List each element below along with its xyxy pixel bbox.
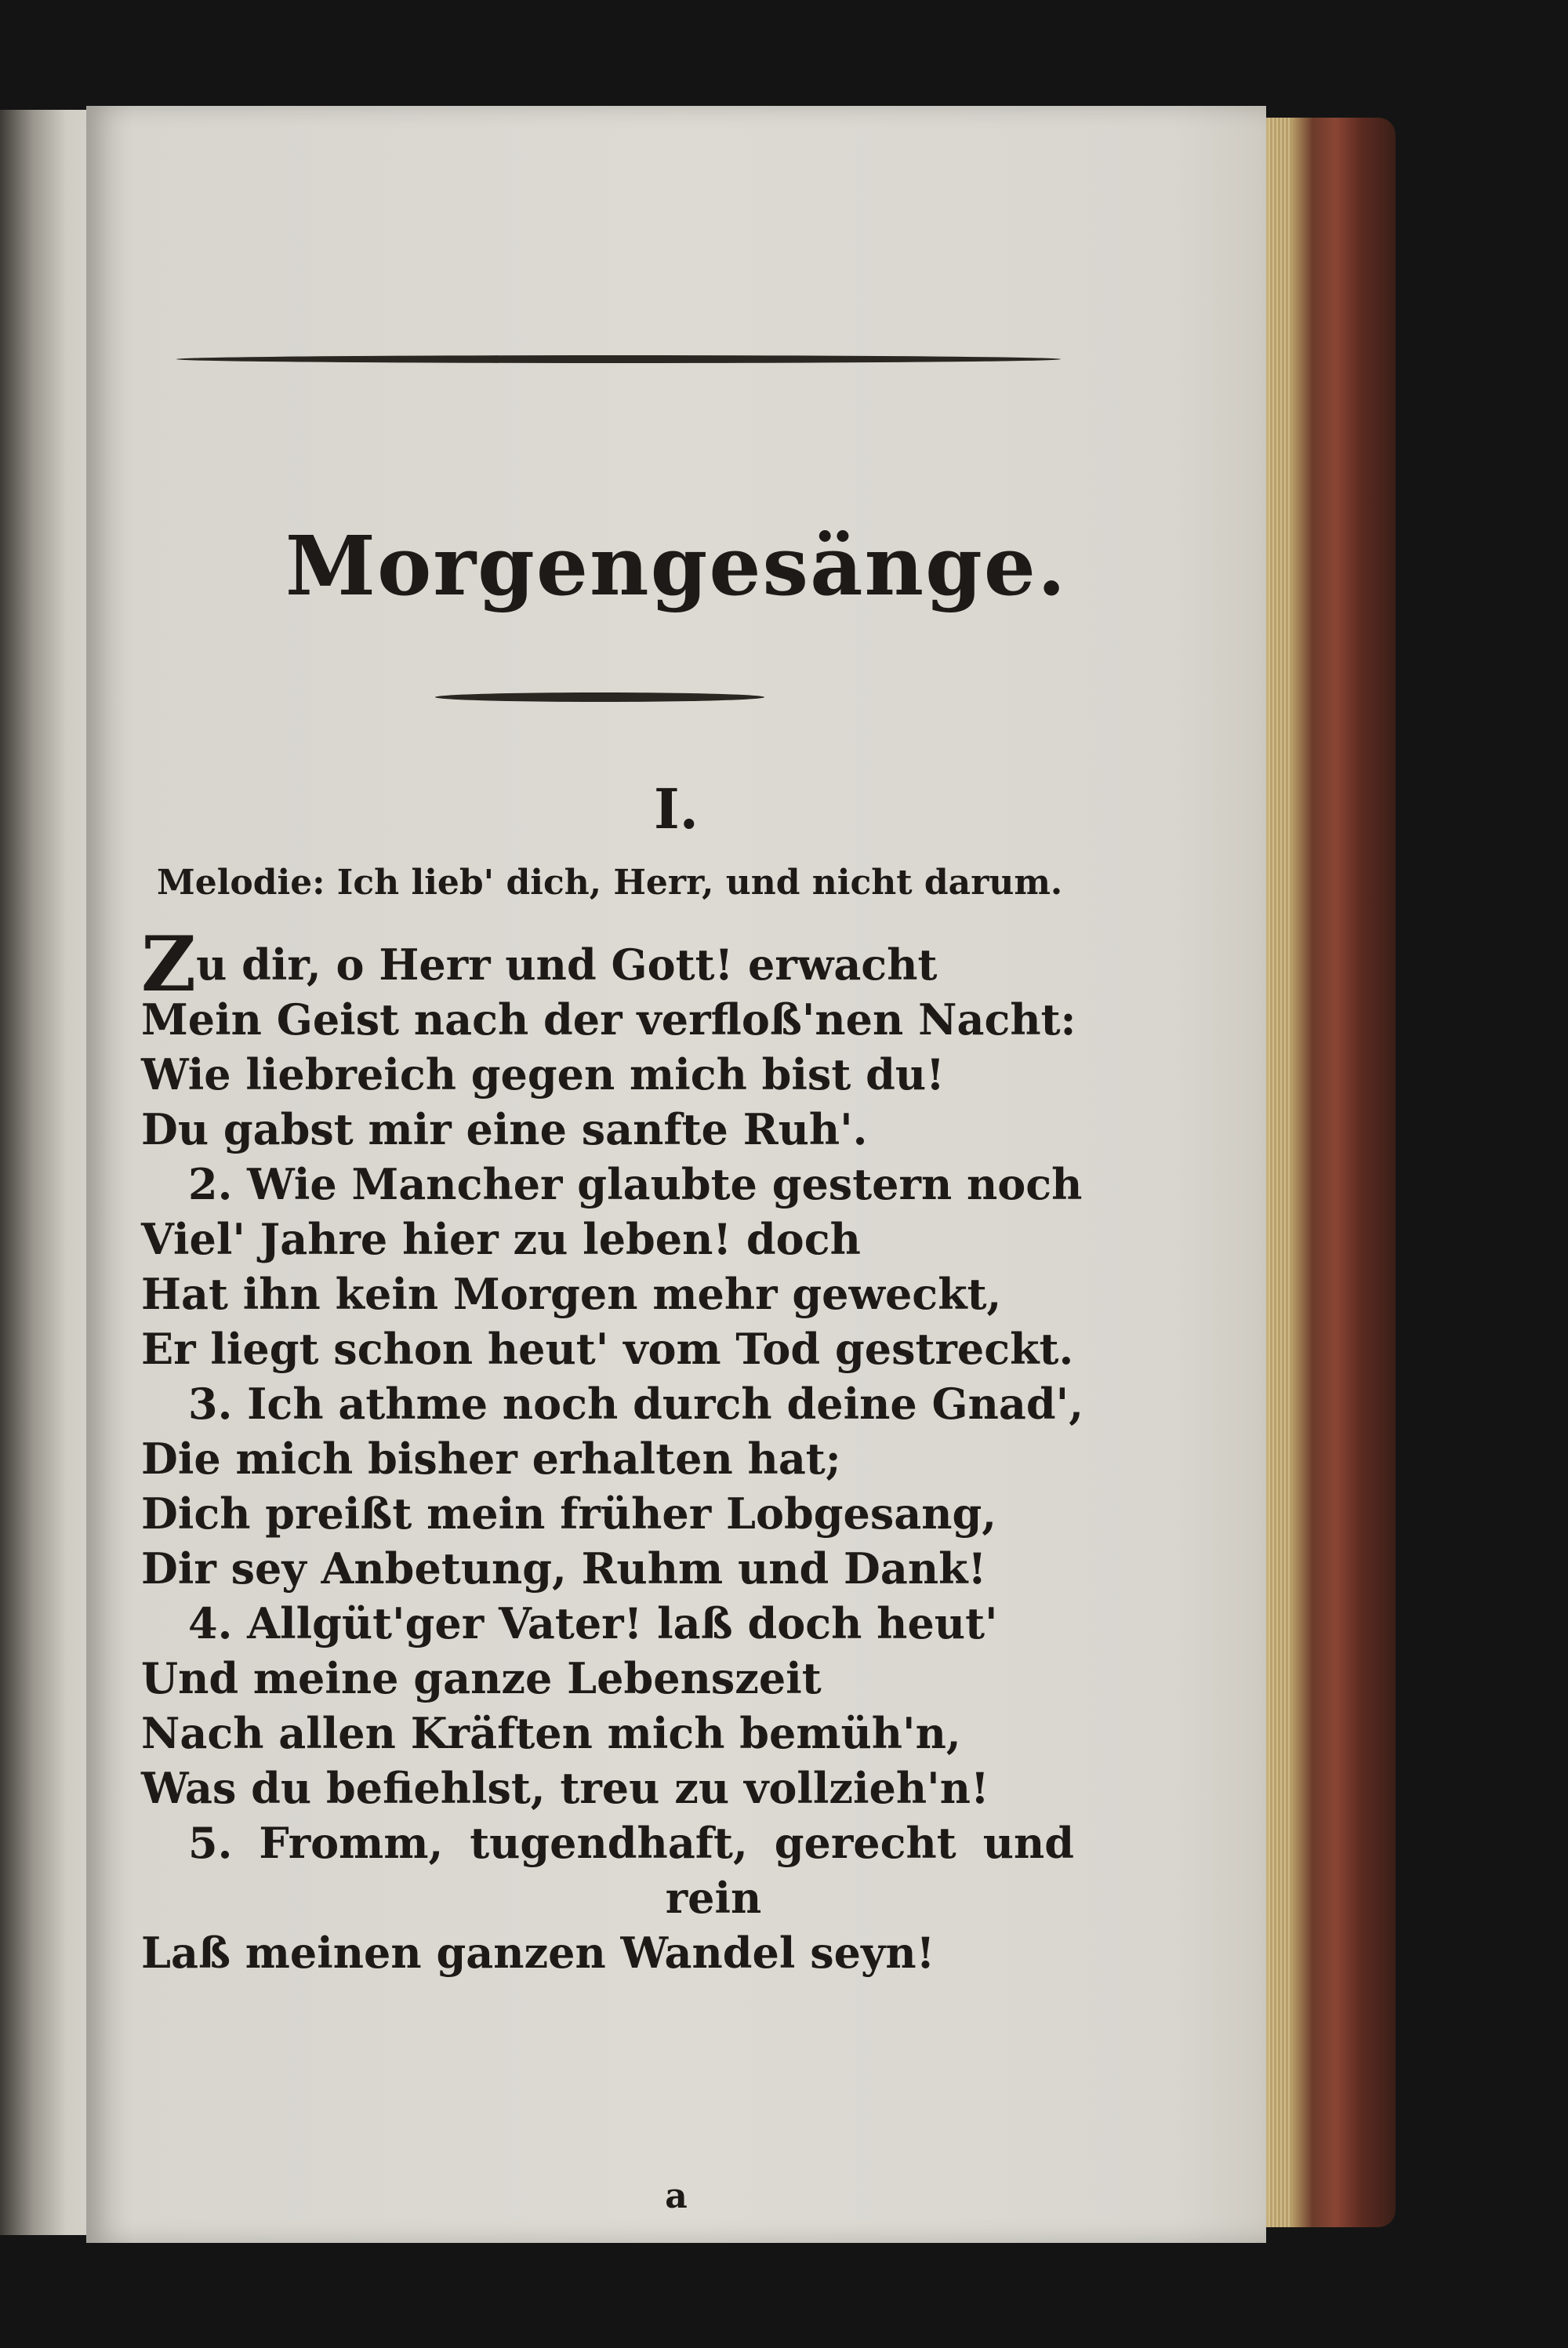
verse-line: 2. Wie Mancher glaubte gestern noch bbox=[188, 1159, 1083, 1209]
verse-line: Und meine ganze Lebenszeit bbox=[141, 1653, 822, 1703]
verse-line: Zu dir, o Herr und Gott! erwacht bbox=[141, 920, 938, 1009]
verse-line: Viel' Jahre hier zu leben! doch bbox=[141, 1214, 861, 1264]
title-ornamental-rule bbox=[435, 692, 764, 702]
verse-line: 3. Ich athme noch durch deine Gnad', bbox=[188, 1379, 1083, 1429]
verse-line: Du gabst mir eine sanfte Ruh'. bbox=[141, 1104, 868, 1154]
book-fore-edge bbox=[1262, 118, 1396, 2227]
verse-line: Laß meinen ganzen Wandel seyn! bbox=[141, 1928, 935, 1978]
page-title: Morgengesänge. bbox=[285, 518, 1068, 614]
left-page-edge bbox=[0, 110, 94, 2235]
verse-line: Die mich bisher erhalten hat; bbox=[141, 1434, 841, 1484]
hymn-number: I. bbox=[653, 776, 699, 841]
verse-line: Wie liebreich gegen mich bist du! bbox=[141, 1049, 945, 1099]
verse-line: 5. Fromm, tugendhaft, gerecht und bbox=[188, 1818, 1074, 1868]
melody-line: Melodie: Ich lieb' dich, Herr, und nicht darum. bbox=[157, 863, 1063, 903]
verse-line: Hat ihn kein Morgen mehr geweckt, bbox=[141, 1269, 1002, 1319]
verse-line: Dich preißt mein früher Lobgesang, bbox=[141, 1488, 997, 1539]
verse-line-wrap: rein bbox=[665, 1873, 762, 1923]
top-ornamental-rule bbox=[176, 355, 1061, 363]
signature-mark: a bbox=[665, 2176, 688, 2216]
verse-line: 4. Allgüt'ger Vater! laß doch heut' bbox=[188, 1598, 998, 1648]
verse-line: Dir sey Anbetung, Ruhm und Dank! bbox=[141, 1543, 987, 1594]
drop-cap: Z bbox=[141, 920, 197, 1009]
book-page bbox=[86, 106, 1266, 2243]
hymn-text bbox=[141, 920, 1192, 1980]
verse-line: Nach allen Kräften mich bemüh'n, bbox=[141, 1708, 961, 1758]
verse-line: Er liegt schon heut' vom Tod gestreckt. bbox=[141, 1324, 1074, 1374]
verse-line: Was du befiehlst, treu zu vollzieh'n! bbox=[141, 1763, 989, 1813]
verse-line: Mein Geist nach der verfloß'nen Nacht: bbox=[141, 994, 1076, 1045]
